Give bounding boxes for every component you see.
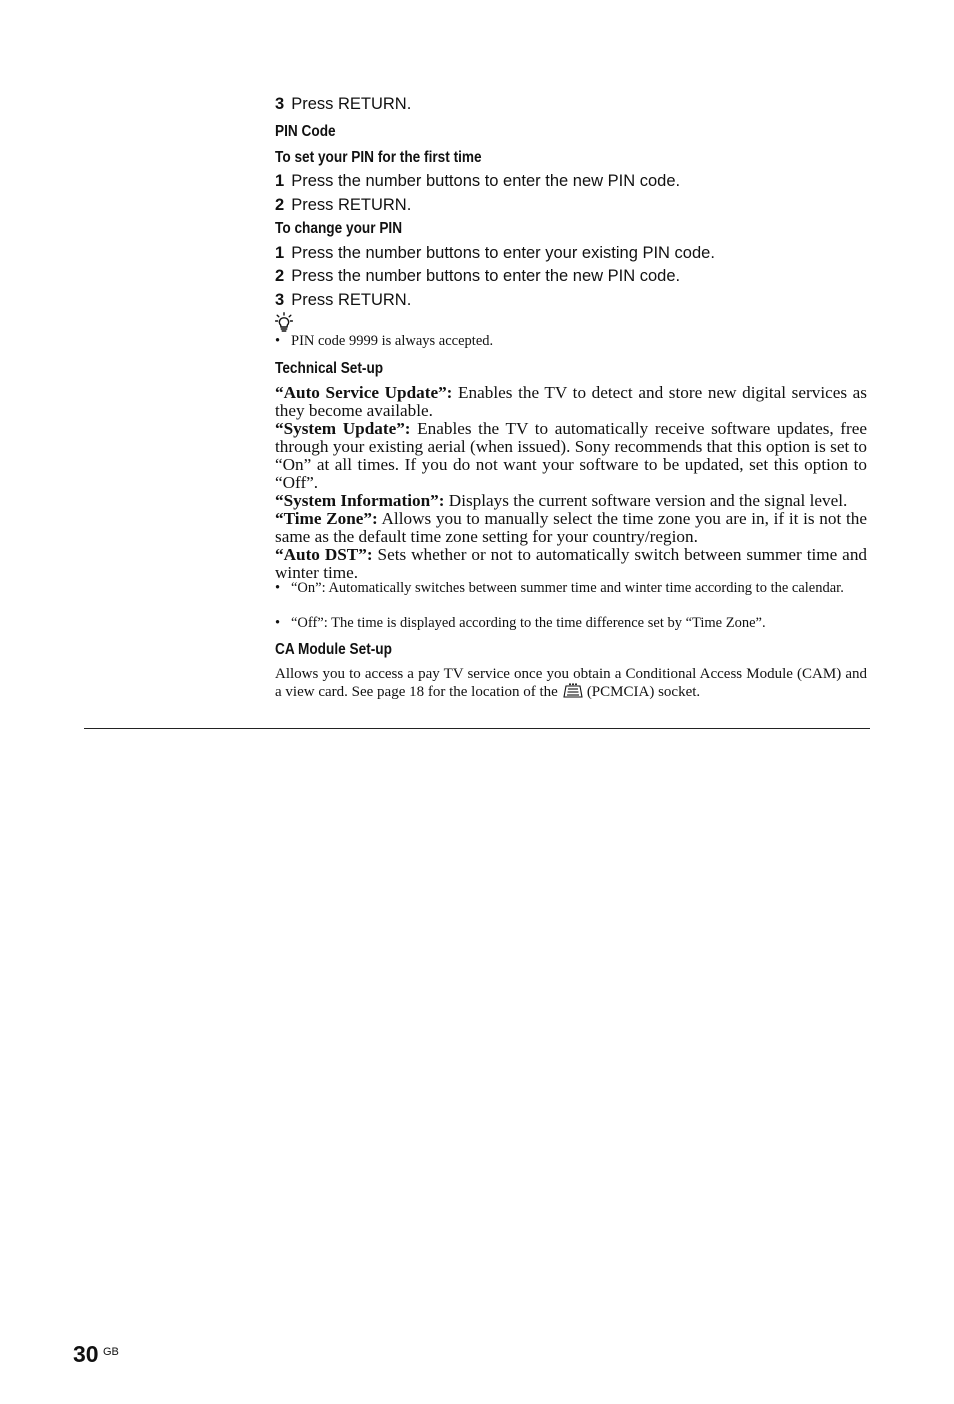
section-divider bbox=[84, 728, 870, 729]
page-number: 30 bbox=[73, 1341, 99, 1367]
change-step-3: 3 Press RETURN. bbox=[275, 291, 412, 309]
step-press-return: 3 Press RETURN. bbox=[275, 95, 412, 113]
system-information-item: “System Information”: Displays the current software version and the signal level. bbox=[275, 491, 848, 510]
auto-dst-off-item: • “Off”: The time is displayed according to the time difference set by “Time Zone”. bbox=[275, 615, 766, 631]
system-update-item: “System Update”: Enables the TV to automatically receive software updates, free through your existing aerial (when issued). Sony recommends that this option is set to “On” at all times. If you do not want your software to be updated, set this option to “Off”. bbox=[275, 419, 868, 492]
auto-dst-item: “Auto DST”: Sets whether or not to automatically switch between summer time and winter time. bbox=[275, 545, 868, 582]
first-time-step-1: 1 Press the number buttons to enter the new PIN code. bbox=[275, 172, 681, 190]
first-time-step-2: 2 Press RETURN. bbox=[275, 196, 412, 214]
change-pin-heading: To change your PIN bbox=[275, 220, 403, 237]
time-zone-item: “Time Zone”: Allows you to manually select the time zone you are in, if it is not the same as the default time zone setting for your country/region. bbox=[275, 509, 867, 546]
pin-code-heading: PIN Code bbox=[275, 123, 336, 140]
technical-setup-body bbox=[275, 384, 867, 582]
hint-lightbulb-icon bbox=[275, 312, 293, 332]
tip-item: • PIN code 9999 is always accepted. bbox=[275, 333, 494, 349]
change-step-2: 2 Press the number buttons to enter the new PIN code. bbox=[275, 267, 681, 285]
auto-service-update-item: “Auto Service Update”: Enables the TV to detect and store new digital services as they become available. bbox=[275, 383, 867, 420]
pcmcia-slot-icon bbox=[561, 683, 583, 698]
technical-setup-heading: Technical Set-up bbox=[275, 360, 384, 377]
auto-dst-on-item: • “On”: Automatically switches between summer time and winter time according to the calendar. bbox=[275, 580, 844, 596]
ca-module-body: Allows you to access a pay TV service once you obtain a Conditional Access Module (CAM) and a view card. See page 18 for the location of the (PCMCIA) socket. bbox=[275, 666, 867, 700]
pin-first-time-heading: To set your PIN for the first time bbox=[275, 149, 482, 166]
ca-module-heading: CA Module Set-up bbox=[275, 641, 392, 658]
page-region-code: GB bbox=[103, 1346, 119, 1358]
change-step-1: 1 Press the number buttons to enter your existing PIN code. bbox=[275, 244, 715, 262]
